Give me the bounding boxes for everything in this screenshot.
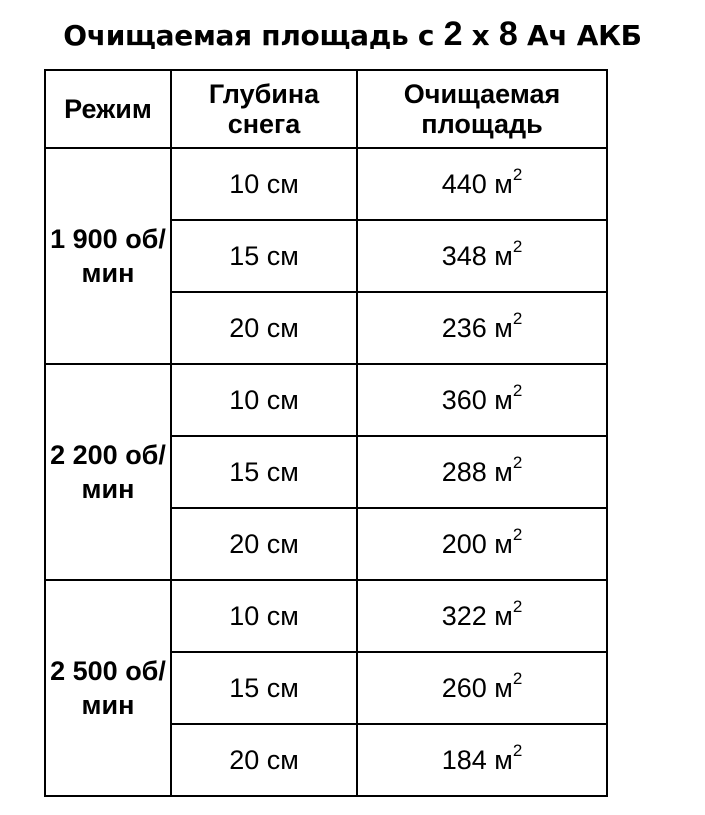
area-value: 288 (441, 456, 487, 487)
area-value: 322 (441, 600, 487, 631)
header-cleared-area: Очищаемая площадь (357, 70, 607, 148)
table-row (45, 148, 607, 220)
header-snow-depth: Глубина снега (171, 70, 357, 148)
area-unit-exponent: 2 (512, 452, 523, 472)
area-cell (357, 148, 607, 220)
area-value: 348 (441, 240, 487, 271)
header-row (45, 70, 607, 148)
area-unit: м (494, 312, 513, 343)
area-value: 440 (441, 168, 487, 199)
depth-cell: 10 см (171, 148, 357, 220)
area-unit-exponent: 2 (512, 308, 523, 328)
table-row (45, 580, 607, 652)
area-cell (357, 580, 607, 652)
area-cell (357, 508, 607, 580)
depth-cell: 10 см (171, 364, 357, 436)
title-prefix: Очищаемая площадь с (63, 19, 444, 52)
area-cell (357, 292, 607, 364)
title-battery-count: 2 (443, 15, 463, 53)
area-unit: м (494, 240, 513, 271)
area-unit: м (494, 672, 513, 703)
header-mode: Режим (45, 70, 171, 148)
mode-cell: 1 900 об/мин (45, 148, 171, 364)
area-unit-exponent: 2 (512, 668, 523, 688)
area-unit: м (494, 168, 513, 199)
mode-cell: 2 500 об/мин (45, 580, 171, 796)
area-cell (357, 724, 607, 796)
area-unit-exponent: 2 (512, 524, 523, 544)
area-cell (357, 364, 607, 436)
area-value: 184 (441, 744, 487, 775)
depth-cell: 15 см (171, 220, 357, 292)
area-value: 260 (441, 672, 487, 703)
mode-cell: 2 200 об/мин (45, 364, 171, 580)
depth-cell: 10 см (171, 580, 357, 652)
area-unit: м (494, 744, 513, 775)
depth-cell: 15 см (171, 436, 357, 508)
area-unit-exponent: 2 (512, 596, 523, 616)
area-unit: м (494, 456, 513, 487)
page-title (0, 14, 705, 56)
depth-cell: 20 см (171, 724, 357, 796)
title-battery-capacity: 8 (498, 15, 518, 53)
area-cell (357, 220, 607, 292)
area-unit-exponent: 2 (512, 164, 523, 184)
area-cell (357, 652, 607, 724)
cleared-area-table (44, 69, 608, 797)
title-times: х (462, 19, 499, 52)
table-row (45, 364, 607, 436)
area-unit-exponent: 2 (512, 380, 523, 400)
depth-cell: 20 см (171, 292, 357, 364)
area-value: 236 (441, 312, 487, 343)
area-unit: м (494, 528, 513, 559)
area-cell (357, 436, 607, 508)
area-value: 200 (441, 528, 487, 559)
area-unit: м (494, 600, 513, 631)
title-suffix: Ач АКБ (517, 19, 642, 52)
area-value: 360 (441, 384, 487, 415)
area-unit-exponent: 2 (512, 740, 523, 760)
depth-cell: 15 см (171, 652, 357, 724)
area-unit: м (494, 384, 513, 415)
depth-cell: 20 см (171, 508, 357, 580)
area-unit-exponent: 2 (512, 236, 523, 256)
